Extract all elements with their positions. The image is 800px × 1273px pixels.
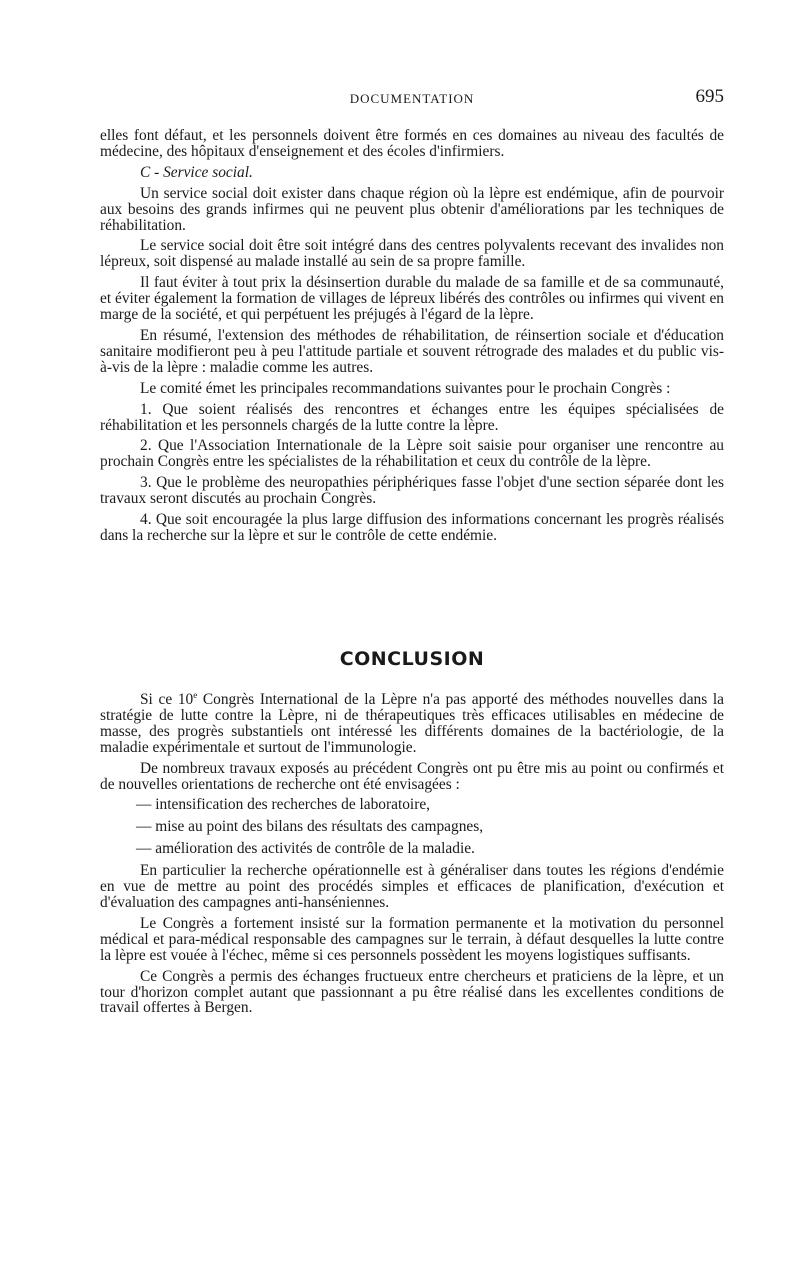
intro-text-start: Si ce 10 xyxy=(140,691,194,708)
conclusion-intro xyxy=(100,689,724,756)
recommendation-item: 1. Que soient réalisés des rencontres et échanges entre les équipes spécialisées de réhabilitation et les personnels chargés de la lutte contre la lèpre. xyxy=(100,400,724,434)
paragraph: Le comité émet les principales recommandations suivantes pour le prochain Congrès : xyxy=(140,379,671,397)
paragraph: Ce Congrès a permis des échanges fructueux entre chercheurs et praticiens de la lèpre, et un tour d'horizon complet autant que passionnant a pu être réalisé dans les excellentes conditions de travail offertes à Bergen. xyxy=(100,967,724,1017)
list-item: — mise au point des bilans des résultats des campagnes, xyxy=(136,818,484,836)
paragraph: En résumé, l'extension des méthodes de réhabilitation, de réinsertion sociale et d'éducation sanitaire modifieront peu à peu l'attitude partiale et souvent rétrograde des malades et du public vis-à-vis de la lèpre : maladie comme les autres. xyxy=(100,326,724,376)
paragraph: Un service social doit exister dans chaque région où la lèpre est endémique, afin de pourvoir aux besoins des grands infirmes qui ne peuvent plus obtenir d'améliorations par les techniques de réhabilitation. xyxy=(100,184,724,234)
paragraph: En particulier la recherche opérationnelle est à généraliser dans toutes les régions d'endémie en vue de mettre au point des procédés simples et efficaces de planification, d'exécution et d'évaluation des campagnes anti-hanséniennes. xyxy=(100,862,724,911)
ordinal-superscript: e xyxy=(193,689,198,700)
running-header xyxy=(100,86,724,110)
recommendation-item: 4. Que soit encouragée la plus large diffusion des informations concernant les progrès réalisés dans la recherche sur la lèpre et sur le contrôle de cette endémie. xyxy=(100,511,724,544)
subsection-heading-text: C - Service social. xyxy=(140,163,253,181)
recommendation-item: 2. Que l'Association Internationale de la Lèpre soit saisie pour organiser une rencontre au prochain Congrès entre les spécialistes de la réhabilitation et ceux du contrôle de la lèpre. xyxy=(100,437,724,471)
page-number: 695 xyxy=(695,86,724,107)
intro-text-rest: Congrès International de la Lèpre n'a pas apporté des méthodes nouvelles dans la stratégie de lutte contre la Lèpre, ni de thérapeutiques très efficaces utilisables en médecine de masse, des progrès substantiels ont intéressé les différents domaines de la bactériologie, de la maladie expérimentale et surtout de l'immunologie. xyxy=(100,691,724,756)
paragraph: Il faut éviter à tout prix la désinsertion durable du malade de sa famille et de sa communauté, et éviter également la formation de villages de lépreux libérés des contrôles ou infirmes qui vivent en marge de la société, et qui perpétuent les préjugés à l'égard de la lèpre. xyxy=(100,274,724,324)
paragraph: Le service social doit être soit intégré dans des centres polyvalents recevant des invalides non lépreux, soit dispensé au malade installé au sein de sa propre famille. xyxy=(100,237,724,271)
conclusion-heading: CONCLUSION xyxy=(339,648,485,670)
recommendation-item: 3. Que le problème des neuropathies périphériques fasse l'objet d'une section séparée dont les travaux seront discutés au prochain Congrès. xyxy=(100,474,724,508)
subsection-heading-service-social xyxy=(100,165,724,181)
list-item: — intensification des recherches de laboratoire, xyxy=(136,796,431,814)
paragraph-continued: elles font défaut, et les personnels doivent être formés en ces domaines au niveau des facultés de médecine, des hôpitaux d'enseignement et des écoles d'infirmiers. xyxy=(100,127,724,160)
paragraph: Le Congrès a fortement insisté sur la formation permanente et la motivation du personnel médical et para-médical responsable des campagnes sur le terrain, à défaut desquelles la lutte contre la lèpre est vouée à l'échec, même si ces personnels possèdent les moyens logistiques suffisants. xyxy=(100,914,724,964)
section-rehabilitation xyxy=(100,128,724,549)
running-title: DOCUMENTATION xyxy=(349,91,475,106)
section-conclusion xyxy=(100,689,724,1021)
paragraph: De nombreux travaux exposés au précédent Congrès ont pu être mis au point ou confirmés et de nouvelles orientations de recherche ont été envisagées : xyxy=(100,759,724,793)
list-item: — amélioration des activités de contrôle de la maladie. xyxy=(136,840,475,858)
